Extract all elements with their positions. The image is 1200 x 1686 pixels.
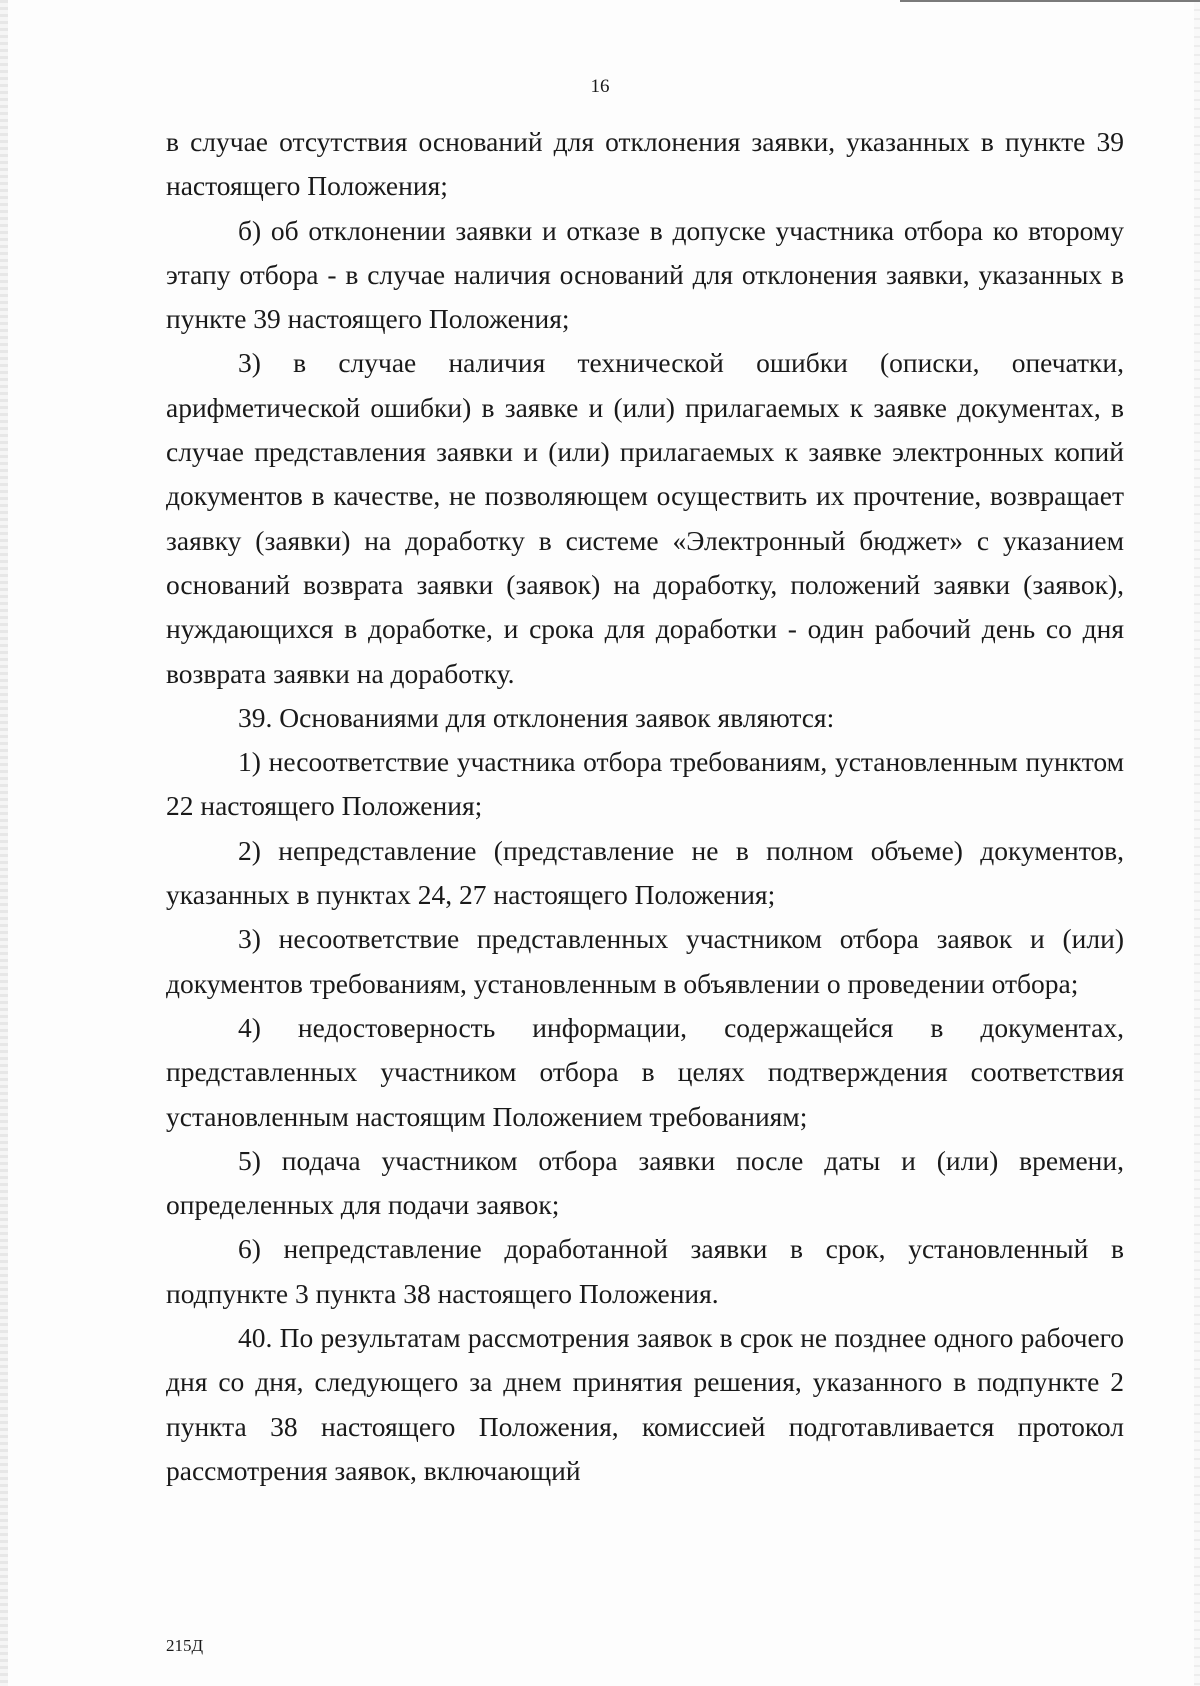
paragraph-clause-39-item-6: 6) непредставление доработанной заявки в срок, установленный в подпункте 3 пункта 38 настоящего Положения. (166, 1233, 1124, 1309)
footer-code: 215Д (166, 1636, 204, 1655)
scan-artifact-line (900, 0, 1200, 2)
paragraph-item-3: 3) в случае наличия технической ошибки (описки, опечатки, арифметической ошибки) в заявке и (или) прилагаемых к заявке документах, в случае представления заявки и (или) прилагаемых к заявке электронных копий документов в качестве, не позволяющем осуществить их прочтение, возвращает заявку (заявки) на доработку в системе «Электронный бюджет» с указанием оснований возврата заявки (заявок) на доработку, положений заявки (заявок), нуждающихся в доработке, и срока для доработки - один рабочий день со дня возврата заявки на доработку. (166, 347, 1124, 689)
scan-edge-right (1194, 0, 1200, 1686)
paragraph-clause-39: 39. Основаниями для отклонения заявок являются: (238, 701, 835, 733)
paragraph-item-b: б) об отклонении заявки и отказе в допуске участника отбора ко второму этапу отбора - в случае наличия оснований для отклонения заявки, указанных в пункте 39 настоящего Положения; (166, 214, 1124, 335)
paragraph-clause-39-item-2: 2) непредставление (представление не в полном объеме) документов, указанных в пунктах 24, 27 настоящего Положения; (166, 834, 1124, 911)
paragraph-clause-39-item-3: 3) несоответствие представленных участником отбора заявок и (или) документов требованиям, установленным в объявлении о проведении отбора; (166, 923, 1124, 999)
paragraph-clause-39-item-4: 4) недостоверность информации, содержащейся в документах, представленных участником отбора в целях подтверждения соответствия установленным настоящим Положением требованиям; (166, 1011, 1124, 1132)
document-body (166, 120, 1124, 1493)
paragraph-continuation: в случае отсутствия оснований для отклонения заявки, указанных в пункте 39 настоящего Положения; (166, 126, 1124, 202)
page-number: 16 (590, 76, 610, 97)
paragraph-clause-39-item-5: 5) подача участником отбора заявки после даты и (или) времени, определенных для подачи заявок; (166, 1144, 1124, 1221)
scan-edge-left (0, 0, 8, 1686)
paragraph-clause-39-item-1: 1) несоответствие участника отбора требованиям, установленным пунктом 22 настоящего Положения; (166, 746, 1124, 822)
paragraph-clause-40: 40. По результатам рассмотрения заявок в срок не позднее одного рабочего дня со дня, следующего за днем принятия решения, указанного в подпункте 2 пункта 38 настоящего Положения, комиссией подготавливается протокол рассмотрения заявок, включающий (166, 1322, 1124, 1486)
